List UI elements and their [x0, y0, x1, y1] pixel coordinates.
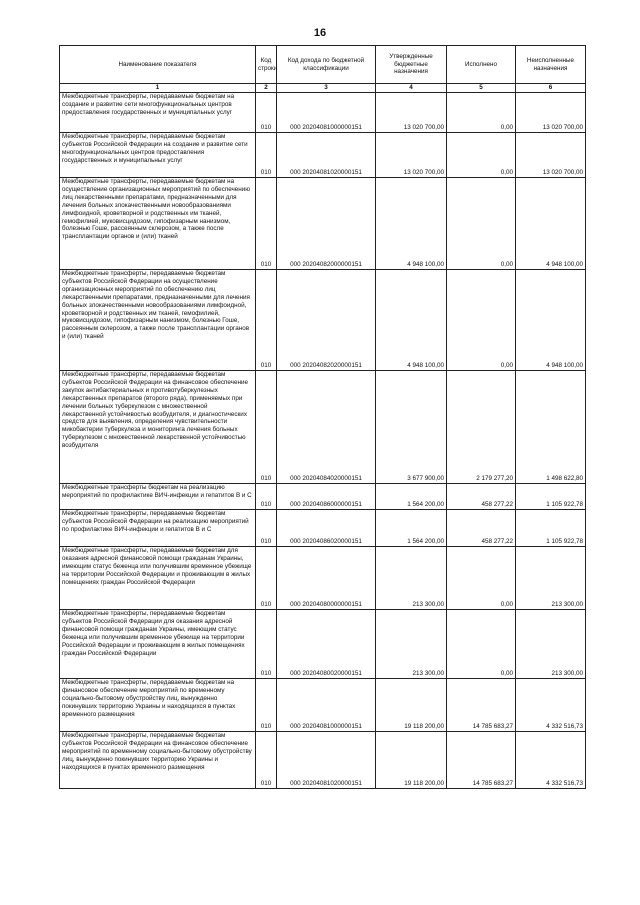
approved-value: 4 948 100,00 — [376, 270, 447, 371]
line-code: 010 — [256, 547, 277, 610]
line-code: 010 — [256, 371, 277, 484]
income-code: 000 20204080020000151 — [277, 610, 376, 679]
income-code: 000 20204080000000151 — [277, 547, 376, 610]
table-row — [60, 679, 586, 732]
table-row — [60, 270, 586, 371]
unexecuted-value: 13 020 700,00 — [516, 93, 586, 133]
unexecuted-value: 4 948 100,00 — [516, 270, 586, 371]
approved-value: 3 677 900,00 — [376, 371, 447, 484]
executed-value: 0,00 — [447, 93, 516, 133]
line-code: 010 — [256, 270, 277, 371]
table-row — [60, 732, 586, 789]
executed-value: 0,00 — [447, 178, 516, 270]
approved-value: 13 020 700,00 — [376, 93, 447, 133]
line-code: 010 — [256, 610, 277, 679]
indicator-name: Межбюджетные трансферты, передаваемые бюджетам субъектов Российской Федерации на финансовое обеспечение мероприятий по временному социально-бытовому обустройству лиц, вынужденно покинувших территорию Украины и находящихся в пунктах временного размещения — [60, 732, 256, 789]
unexecuted-value: 4 948 100,00 — [516, 178, 586, 270]
indicator-name: Межбюджетные трансферты, передаваемые бюджетам на создание и развитие сети многофункциональных центров предоставления государственных и муниципальных услуг — [60, 93, 256, 133]
income-code: 000 20204082000000151 — [277, 178, 376, 270]
income-code: 000 20204081000000151 — [277, 679, 376, 732]
header-kbk: Код дохода по бюджетной классификации — [277, 46, 376, 84]
header-row — [60, 46, 586, 84]
indicator-name: Межбюджетные трансферты бюджетам на реализацию мероприятий по профилактике ВИЧ-инфекции и гепатитов В и С — [60, 484, 256, 510]
executed-value: 458 277,22 — [447, 510, 516, 547]
header-name: Наименование показателя — [60, 46, 256, 84]
column-number: 3 — [277, 84, 376, 93]
line-code: 010 — [256, 510, 277, 547]
approved-value: 19 118 200,00 — [376, 679, 447, 732]
indicator-name: Межбюджетные трансферты, передаваемые бюджетам субъектов Российской Федерации на осуществление организационных мероприятий по обеспечению лиц лекарственными препаратами, предназначенными для лечения больных злокачественными новообразованиями лимфоидной, кроветворной и родственных им тканей, гемофилией, муковисцидозом, гипофизарным нанизмом, болезнью Гоше, рассеянным склерозом, а также после трансплантации органов и (или) тканей — [60, 270, 256, 371]
income-code: 000 20204082020000151 — [277, 270, 376, 371]
line-code: 010 — [256, 732, 277, 789]
table-row — [60, 178, 586, 270]
column-number: 5 — [447, 84, 516, 93]
column-number: 4 — [376, 84, 447, 93]
income-code: 000 20204084020000151 — [277, 371, 376, 484]
income-code: 000 20204081020000151 — [277, 133, 376, 178]
executed-value: 14 785 683,27 — [447, 732, 516, 789]
unexecuted-value: 13 020 700,00 — [516, 133, 586, 178]
executed-value: 0,00 — [447, 547, 516, 610]
report-table — [59, 45, 586, 789]
header-approved: Утвержденные бюджетные назначения — [376, 46, 447, 84]
line-code: 010 — [256, 679, 277, 732]
unexecuted-value: 1 498 622,80 — [516, 371, 586, 484]
indicator-name: Межбюджетные трансферты, передаваемые бюджетам субъектов Российской Федерации для оказания адресной финансовой помощи гражданам Украины, имеющим статус беженца или получившим временное убежище на территории Российской Федерации и проживающим в жилых помещениях граждан Российской Федерации — [60, 610, 256, 679]
unexecuted-value: 213 300,00 — [516, 547, 586, 610]
line-code: 010 — [256, 93, 277, 133]
approved-value: 213 300,00 — [376, 547, 447, 610]
indicator-name: Межбюджетные трансферты, передаваемые бюджетам на осуществление организационных мероприятий по обеспечению лиц лекарственными препаратами, предназначенными для лечения больных злокачественными новообразованиями лимфоидной, кроветворной и родственных им тканей, гемофилией, муковисцидозом, гипофизарным нанизмом, болезнью Гоше, рассеянным склерозом, а также после трансплантации органов и (или) тканей — [60, 178, 256, 270]
income-code: 000 20204086020000151 — [277, 510, 376, 547]
executed-value: 0,00 — [447, 610, 516, 679]
indicator-name: Межбюджетные трансферты, передаваемые бюджетам на финансовое обеспечение мероприятий по временному социально-бытовому обустройству лиц, вынужденно покинувших территорию Украины и находящихся в пунктах временного размещения — [60, 679, 256, 732]
table-row — [60, 133, 586, 178]
unexecuted-value: 4 332 516,73 — [516, 679, 586, 732]
approved-value: 19 118 200,00 — [376, 732, 447, 789]
table-row — [60, 547, 586, 610]
income-code: 000 20204081000000151 — [277, 93, 376, 133]
table-row — [60, 371, 586, 484]
executed-value: 0,00 — [447, 133, 516, 178]
column-number: 1 — [60, 84, 256, 93]
table-row — [60, 484, 586, 510]
executed-value: 14 785 683,27 — [447, 679, 516, 732]
column-number: 2 — [256, 84, 277, 93]
table-row — [60, 93, 586, 133]
unexecuted-value: 1 105 922,78 — [516, 510, 586, 547]
line-code: 010 — [256, 178, 277, 270]
approved-value: 1 564 200,00 — [376, 510, 447, 547]
executed-value: 2 179 277,20 — [447, 371, 516, 484]
approved-value: 213 300,00 — [376, 610, 447, 679]
approved-value: 4 948 100,00 — [376, 178, 447, 270]
page-number: 16 — [313, 27, 327, 39]
executed-value: 0,00 — [447, 270, 516, 371]
indicator-name: Межбюджетные трансферты, передаваемые бюджетам для оказания адресной финансовой помощи гражданам Украины, имеющим статус беженца или получившим временное убежище на территории Российской Федерации и проживающим в жилых помещениях граждан Российской Федерации — [60, 547, 256, 610]
unexecuted-value: 4 332 516,73 — [516, 732, 586, 789]
approved-value: 13 020 700,00 — [376, 133, 447, 178]
indicator-name: Межбюджетные трансферты, передаваемые бюджетам субъектов Российской Федерации на финансовое обеспечение закупок антибактериальных и противотуберкулезных лекарственных препаратов (второго ряда), применяемых при лечении больных туберкулезом с множественной лекарственной устойчивостью возбудителя, и диагностических средств для выявления, определения чувствительности микобактерии туберкулеза и мониторинга лечения больных туберкулезом с множественной лекарственной устойчивостью возбудителя — [60, 371, 256, 484]
header-executed: Исполнено — [447, 46, 516, 84]
header-unexecuted: Неисполненные назначения — [516, 46, 586, 84]
income-code: 000 20204086000000151 — [277, 484, 376, 510]
line-code: 010 — [256, 133, 277, 178]
header-code: Код строки — [256, 46, 277, 84]
column-number-row — [60, 84, 586, 93]
unexecuted-value: 213 300,00 — [516, 610, 586, 679]
unexecuted-value: 1 105 922,78 — [516, 484, 586, 510]
column-number: 6 — [516, 84, 586, 93]
indicator-name: Межбюджетные трансферты, передаваемые бюджетам субъектов Российской Федерации на создание и развитие сети многофункциональных центров предоставления государственных и муниципальных услуг — [60, 133, 256, 178]
executed-value: 458 277,22 — [447, 484, 516, 510]
line-code: 010 — [256, 484, 277, 510]
table-row — [60, 610, 586, 679]
approved-value: 1 564 200,00 — [376, 484, 447, 510]
income-code: 000 20204081020000151 — [277, 732, 376, 789]
table-row — [60, 510, 586, 547]
indicator-name: Межбюджетные трансферты, передаваемые бюджетам субъектов Российской Федерации на реализацию мероприятий по профилактике ВИЧ-инфекции и гепатитов В и С — [60, 510, 256, 547]
